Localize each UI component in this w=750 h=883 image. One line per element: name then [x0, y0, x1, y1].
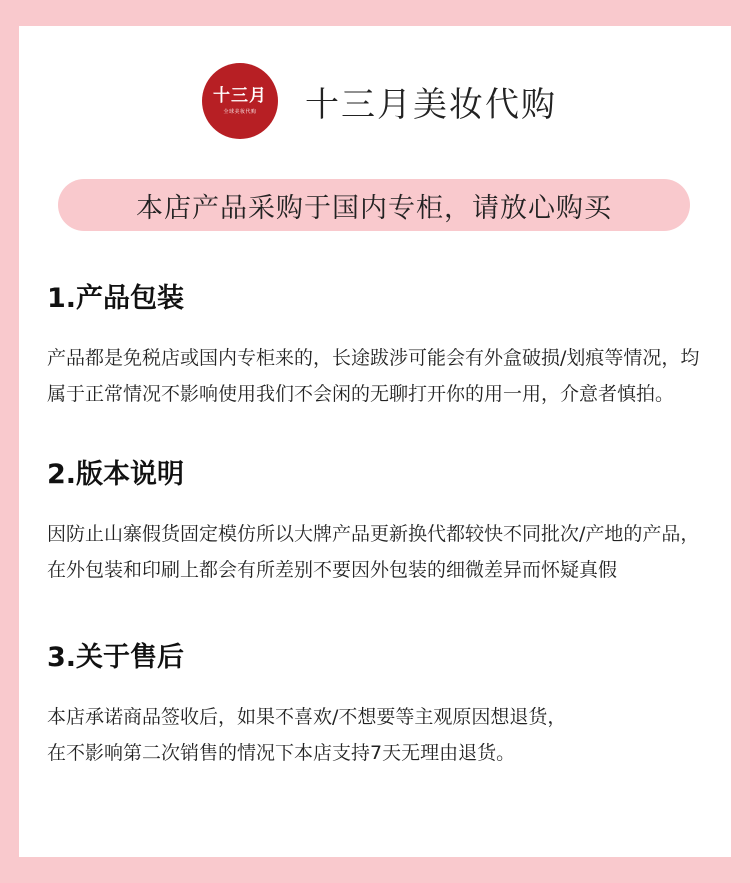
info-card: [19, 26, 731, 857]
section-title: 2.版本说明: [47, 459, 185, 490]
section-title: 1.产品包装: [47, 283, 185, 314]
section-packaging: [47, 282, 707, 412]
logo-subtext: 全球美妆代购: [223, 109, 257, 115]
logo-text: 十三月: [213, 86, 267, 106]
notice-banner: 本店产品采购于国内专柜，请放心购买: [58, 179, 690, 231]
brand-header: [202, 63, 557, 139]
section-body: 因防止山寨假货固定模仿所以大牌产品更新换代都较快不同批次/产地的产品，在外包装和印刷上都会有所差别不要因外包装的细微差异而怀疑真假: [47, 523, 700, 581]
brand-name: 十三月美妆代购: [305, 84, 557, 125]
section-title: 3.关于售后: [47, 642, 185, 673]
section-version: [47, 458, 707, 588]
section-body: [47, 699, 707, 771]
section-body: 产品都是免税店或国内专柜来的，长途跋涉可能会有外盒破损/划痕等情况，均属于正常情况不影响使用我们不会闲的无聊打开你的用一用，介意者慎拍。: [47, 347, 700, 405]
section-body-line: 在不影响第二次销售的情况下本店支持7天无理由退货。: [47, 742, 516, 764]
section-after-sales: [47, 641, 707, 771]
section-body-line: 本店承诺商品签收后，如果不喜欢/不想要等主观原因想退货，: [47, 706, 567, 728]
brand-logo: [202, 63, 278, 139]
